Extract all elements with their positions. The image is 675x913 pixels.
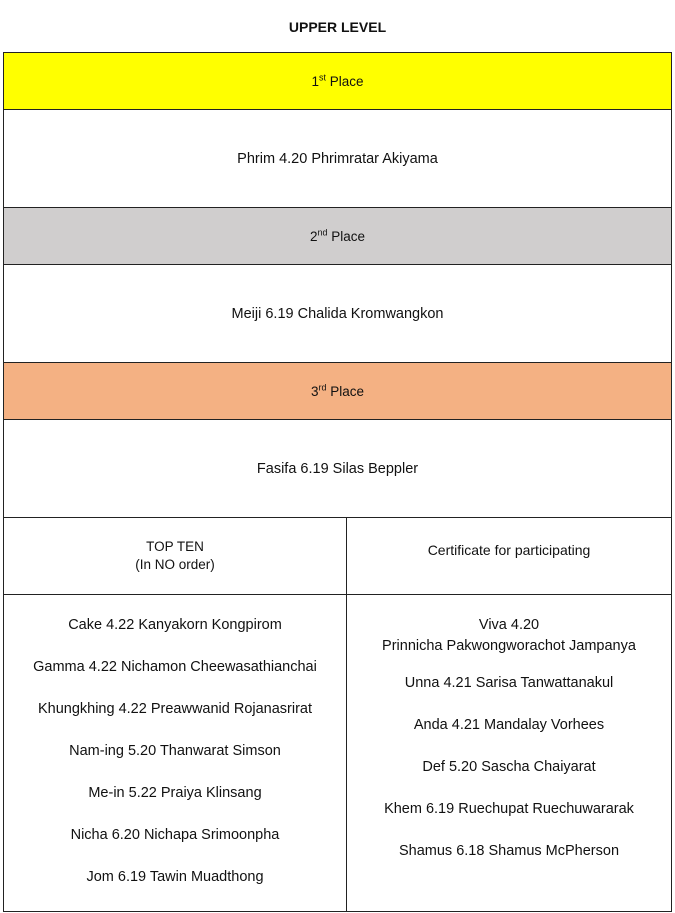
list-item: Nicha 6.20 Nichapa Srimoonpha xyxy=(70,827,280,843)
list-item: Khungkhing 4.22 Preawwanid Rojanasrirat xyxy=(37,701,313,717)
participation-header: Certificate for participating xyxy=(347,518,672,595)
top-ten-cell xyxy=(4,595,347,912)
top-ten-list xyxy=(4,595,346,911)
participation-list xyxy=(347,595,671,885)
third-place-header-row xyxy=(4,363,672,420)
list-item: Cake 4.22 Kanyakorn Kongpirom xyxy=(68,617,282,633)
list-item: Gamma 4.22 Nichamon Cheewasathianchai xyxy=(33,659,317,675)
second-place-winner: Meiji 6.19 Chalida Kromwangkon xyxy=(4,265,672,363)
top-ten-subheading: (In NO order) xyxy=(135,557,215,572)
second-place-header: 2nd Place xyxy=(4,208,672,265)
second-place-header-row xyxy=(4,208,672,265)
list-item: Anda 4.21 Mandalay Vorhees xyxy=(413,717,605,733)
list-item-fullname: Prinnicha Pakwongworachot Jampanya xyxy=(382,638,636,654)
third-place-header: 3rd Place xyxy=(4,363,672,420)
list-content-row xyxy=(4,595,672,912)
second-place-winner-row xyxy=(4,265,672,363)
top-ten-header xyxy=(4,518,347,595)
list-item: Jom 6.19 Tawin Muadthong xyxy=(86,869,264,885)
list-item: Unna 4.21 Sarisa Tanwattanakul xyxy=(404,675,614,691)
list-item xyxy=(347,615,671,675)
list-item: Me-in 5.22 Praiya Klinsang xyxy=(88,785,262,801)
list-item: Def 5.20 Sascha Chaiyarat xyxy=(422,759,596,775)
first-place-winner-row xyxy=(4,110,672,208)
list-item: Shamus 6.18 Shamus McPherson xyxy=(398,843,620,859)
first-place-winner: Phrim 4.20 Phrimratar Akiyama xyxy=(4,110,672,208)
first-place-header-row xyxy=(4,53,672,110)
results-table xyxy=(3,52,672,912)
list-header-row xyxy=(4,518,672,595)
third-place-winner-row xyxy=(4,420,672,518)
third-place-winner: Fasifa 6.19 Silas Beppler xyxy=(4,420,672,518)
participation-cell xyxy=(347,595,672,912)
top-ten-heading: TOP TEN xyxy=(146,539,204,554)
first-place-header: 1st Place xyxy=(4,53,672,110)
list-item-nickname: Viva 4.20 xyxy=(478,617,540,633)
document-title: UPPER LEVEL xyxy=(288,19,387,35)
list-item: Nam-ing 5.20 Thanwarat Simson xyxy=(69,743,281,759)
list-item: Khem 6.19 Ruechupat Ruechuwararak xyxy=(384,801,634,817)
